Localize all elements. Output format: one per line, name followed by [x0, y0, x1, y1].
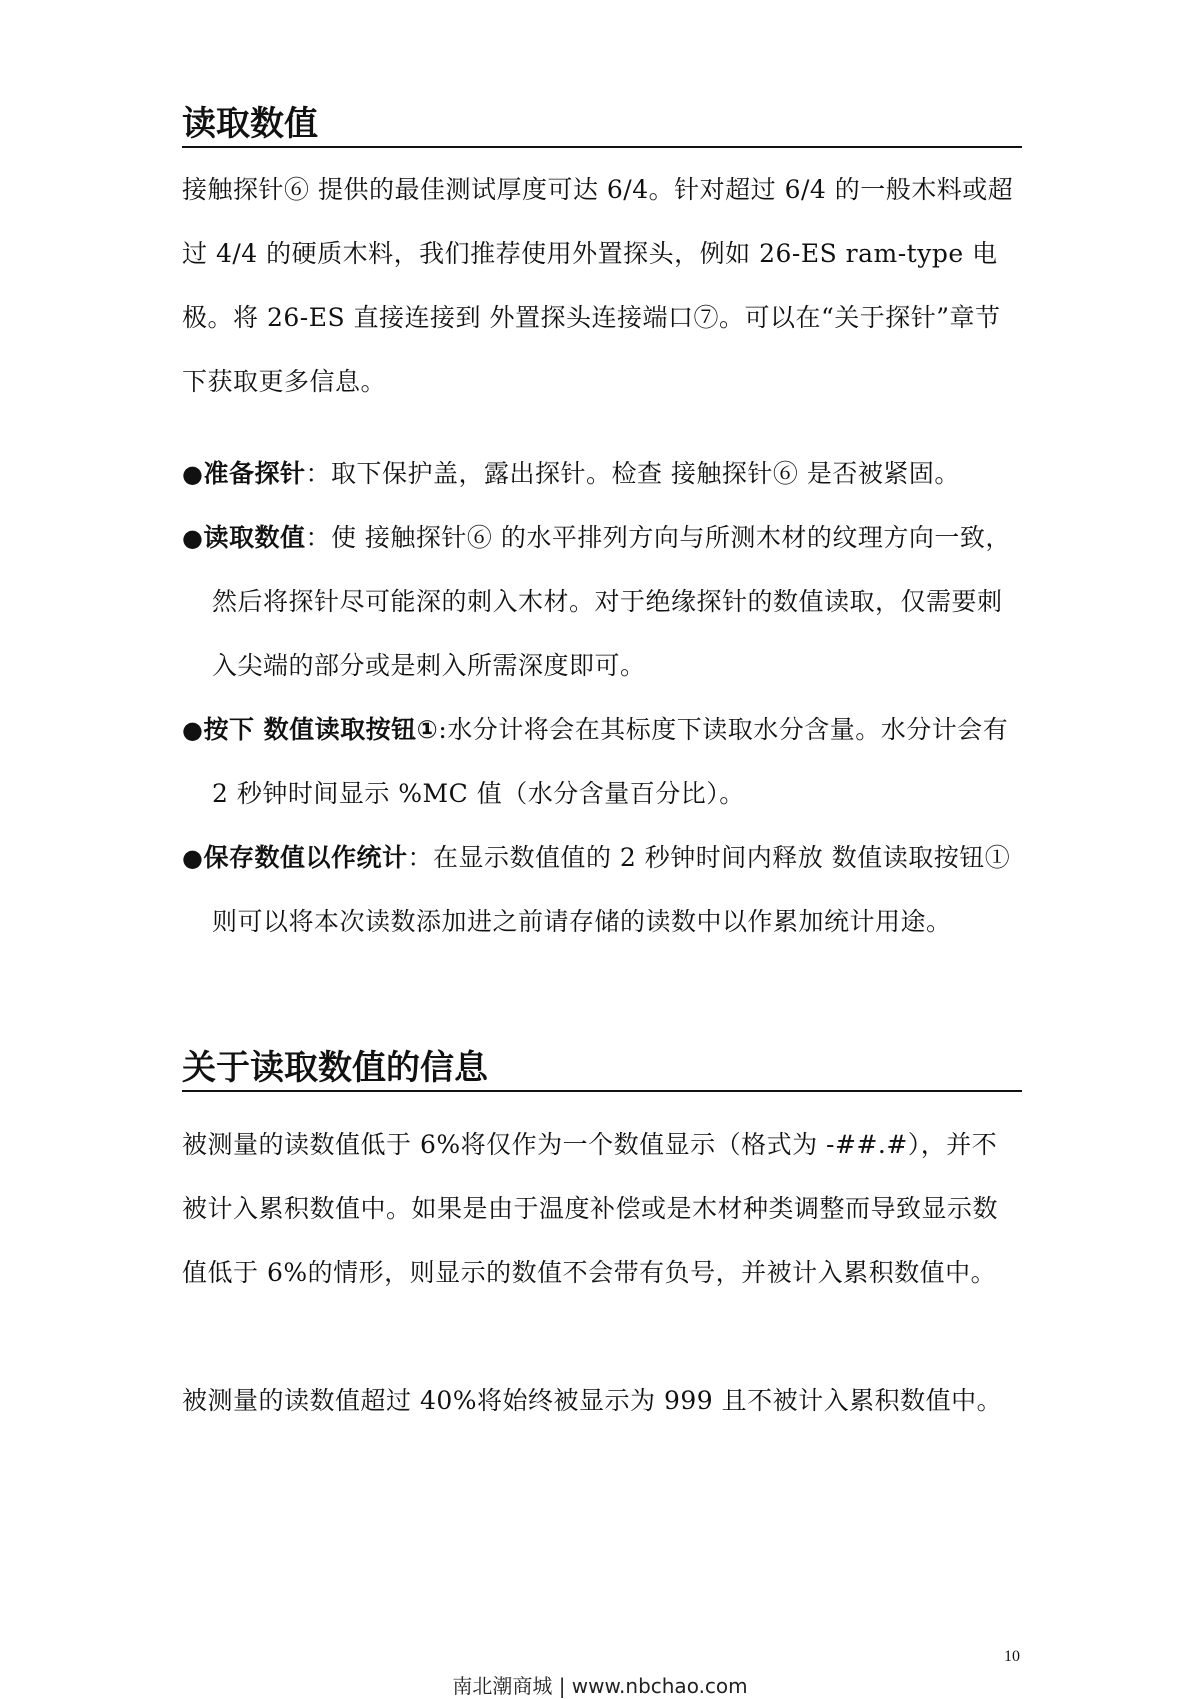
step-separator: : [438, 715, 448, 744]
section-title-reading-info: 关于读取数值的信息 [182, 1046, 1022, 1092]
step-text: 取下保护盖，露出探针。检查 接触探针⑥ 是否被紧固。 [330, 459, 960, 488]
footer-watermark: 南北潮商城 | www.nbchao.com [452, 1674, 748, 1698]
info-paragraph-high: 被测量的读数值超过 40%将始终被显示为 999 且不被计入累积数值中。 [182, 1386, 1003, 1415]
step-text: 使 接触探针⑥ 的水平排列方向与所测木材的纹理方向一致，然后将探针尽可能深的刺入木材。对于绝缘探针的数值读取，仅需要刺入尖端的部分或是刺入所需深度即可。 [212, 523, 1011, 680]
bullet-icon: ● [182, 716, 204, 744]
steps-list [182, 442, 1027, 954]
intro-paragraph: 接触探针⑥ 提供的最佳测试厚度可达 6/4。针对超过 6/4 的一般木料或超过 4/4 的硬质木料，我们推荐使用外置探头，例如 26-ES ram-type 电极。将 26-ES 直接连接到 外置探头连接端口⑦。可以在“关于探针”章节下获取更多信息。 [182, 175, 1014, 396]
list-item [182, 826, 1027, 954]
page-number: 10 [1004, 1648, 1020, 1665]
step-text: 在显示数值值的 2 秒钟时间内释放 数值读取按钮① 则可以将本次读数添加进之前请存储的读数中以作累加统计用途。 [212, 843, 1011, 936]
bullet-icon: ● [182, 524, 204, 552]
section-title-reading-values: 读取数值 [182, 102, 1022, 148]
list-item [182, 698, 1027, 826]
bullet-icon: ● [182, 460, 204, 488]
step-text: 水分计将会在其标度下读取水分含量。水分计会有 2 秒钟时间显示 %MC 值（水分含量百分比）。 [212, 715, 1009, 808]
step-term: 准备探针 [203, 459, 306, 488]
step-separator: ： [305, 523, 331, 552]
step-separator: ： [407, 843, 433, 872]
bullet-icon: ● [182, 844, 204, 872]
info-paragraph-low: 被测量的读数值低于 6%将仅作为一个数值显示（格式为 -##.#），并不被计入累积数值中。如果是由于温度补偿或是木材种类调整而导致显示数值低于 6%的情形，则显示的数值不会带有负号，并被计入累积数值中。 [182, 1130, 999, 1287]
step-term: 按下 数值读取按钮① [203, 715, 439, 744]
list-item [182, 442, 1027, 506]
step-separator: ： [305, 459, 331, 488]
list-item [182, 506, 1027, 698]
step-term: 读取数值 [203, 523, 306, 552]
step-term: 保存数值以作统计 [203, 843, 408, 872]
